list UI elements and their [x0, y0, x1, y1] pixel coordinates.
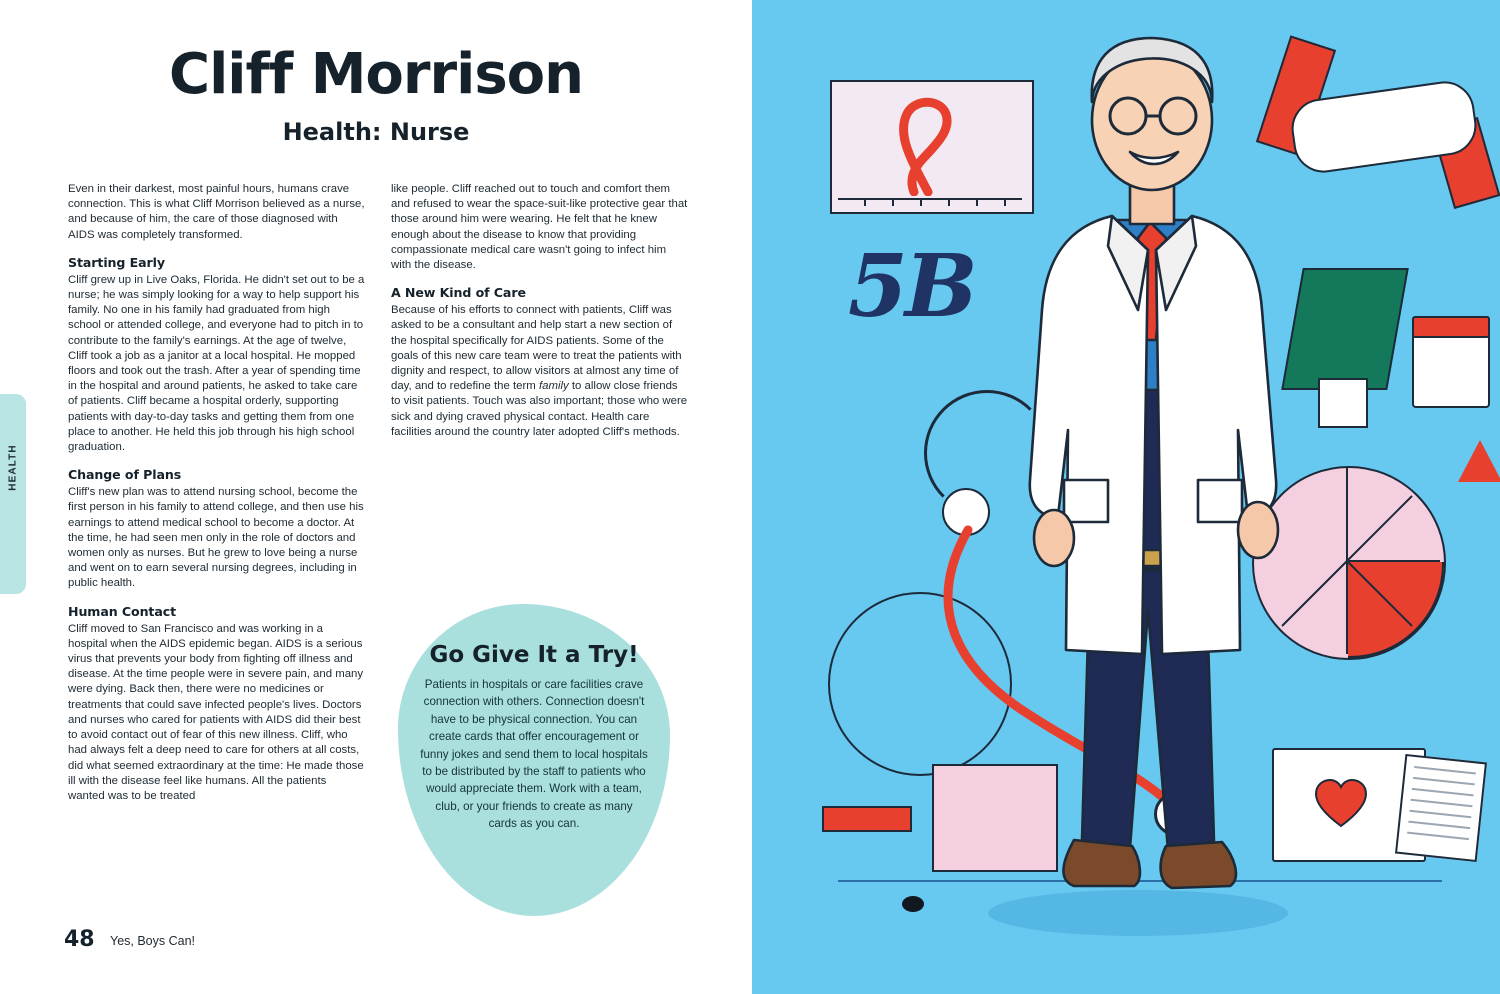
chart-tick [920, 198, 922, 206]
body-part-1: Because of his efforts to connect with patients, Cliff was asked to be a consultant and help start a new section of the hospital specifically for AIDS patients. Some of the goals of this new care team were to treat the patients with dignity and respect, to allow visitors at almost any time of day, and to redefine the term [391, 304, 682, 393]
tip-callout [398, 604, 670, 916]
section-heading-starting-early: Starting Early [68, 254, 165, 270]
body-part-2: to allow close friends to visit patients. Touch was also important; those who were sick and dying craved physical contact. Health care facilities around the country later adopted Cliff's methods. [391, 380, 688, 438]
intro-paragraph: Even in their darkest, most painful hours, humans crave connection. This is what Cliff Morrison believed as a nurse, and because of him, the care of those diagnosed with AIDS was completely transformed. [68, 183, 365, 241]
red-bar-shape [822, 806, 912, 832]
page-subtitle: Health: Nurse [282, 118, 470, 146]
section-body-new-kind-of-care [391, 303, 688, 440]
section-body-human-contact: Cliff moved to San Francisco and was working in a hospital when the AIDS epidemic began. AIDS is a serious virus that prevents your body from fighting off illness and disease. At the time people were in severe pain, and many were dying. Back then, there were no medicines or treatments that could save infected people's lives. Doctors and nurses who cared for patients with AIDS did their best to avoid contact out of fear of this new illness. Cliff, who had always felt a deep need to care for others at all costs, did what seemed extraordinary at the time: He made those ill with the disease feel like humans. All the patients wanted was to be treated [68, 622, 364, 802]
continuation-paragraph: like people. Cliff reached out to touch and comfort them and refused to wear the space-suit-like protective gear that those around him were wearing. He felt that he knew enough about the disease to know that providing compassionate medical care wasn't going to infect him with the disease. [391, 183, 688, 272]
book-title-footer: Yes, Boys Can! [110, 934, 196, 948]
section-heading-change-of-plans: Change of Plans [68, 467, 182, 483]
pill-jar-icon [1412, 330, 1490, 408]
document-with-lines-icon [1395, 754, 1487, 862]
column-left [68, 182, 365, 816]
pill-jar-lid [1412, 316, 1490, 338]
section-body-starting-early: Cliff grew up in Live Oaks, Florida. He didn't set out to be a nurse; he was simply looking for a way to help support his family. No one in his family had graduated from high school or attended college, and everyone had to pitch in to contribute to the family's earnings. At the age of twelve, Cliff took a job as a janitor at a local hospital. He mopped floors and took out the trash. After a year of spending time in the hospital and around patients, he asked to take care of patients. Cliff became a hospital orderly, supporting patients with day-to-day tasks and getting them from one place to another. He held this job through his high school graduation. [68, 273, 365, 454]
chart-tick [948, 198, 950, 206]
page-title: Cliff Morrison [168, 42, 583, 107]
section-side-tab [0, 394, 26, 594]
chart-tick [892, 198, 894, 206]
chart-tick [864, 198, 866, 206]
floor-dot [902, 896, 924, 912]
tip-body: Patients in hospitals or care facilities crave connection with others. Connection doesn't have to be physical connection. You can create cards that offer encouragement or funny jokes and send them to local hospitals to be distributed by the staff to patients who would appreciate them. Work with a team, club, or your friends to create as many cards as you can. [420, 678, 648, 831]
page-number: 48 [64, 927, 95, 952]
section-body-change-of-plans: Cliff's new plan was to attend nursing school, become the first person in his family to attend college, and then use his earnings to attend medical school to become a doctor. At the time, he had seen men only in the role of doctors and women only as nurses. But he grew to love being a nurse and went on to earn several nursing degrees, including in public health. [68, 486, 364, 590]
red-triangle-shape [1458, 440, 1500, 482]
tip-title: Go Give It a Try! [429, 642, 639, 668]
right-page-illustration [752, 0, 1500, 994]
ward-5b-label: 5B [848, 236, 975, 337]
section-heading-human-contact: Human Contact [68, 603, 177, 619]
italic-term: family [538, 380, 569, 393]
section-side-tab-label: HEALTH [7, 444, 19, 491]
section-heading-new-kind-of-care: A New Kind of Care [391, 285, 526, 301]
nurse-figure-illustration [962, 10, 1342, 940]
